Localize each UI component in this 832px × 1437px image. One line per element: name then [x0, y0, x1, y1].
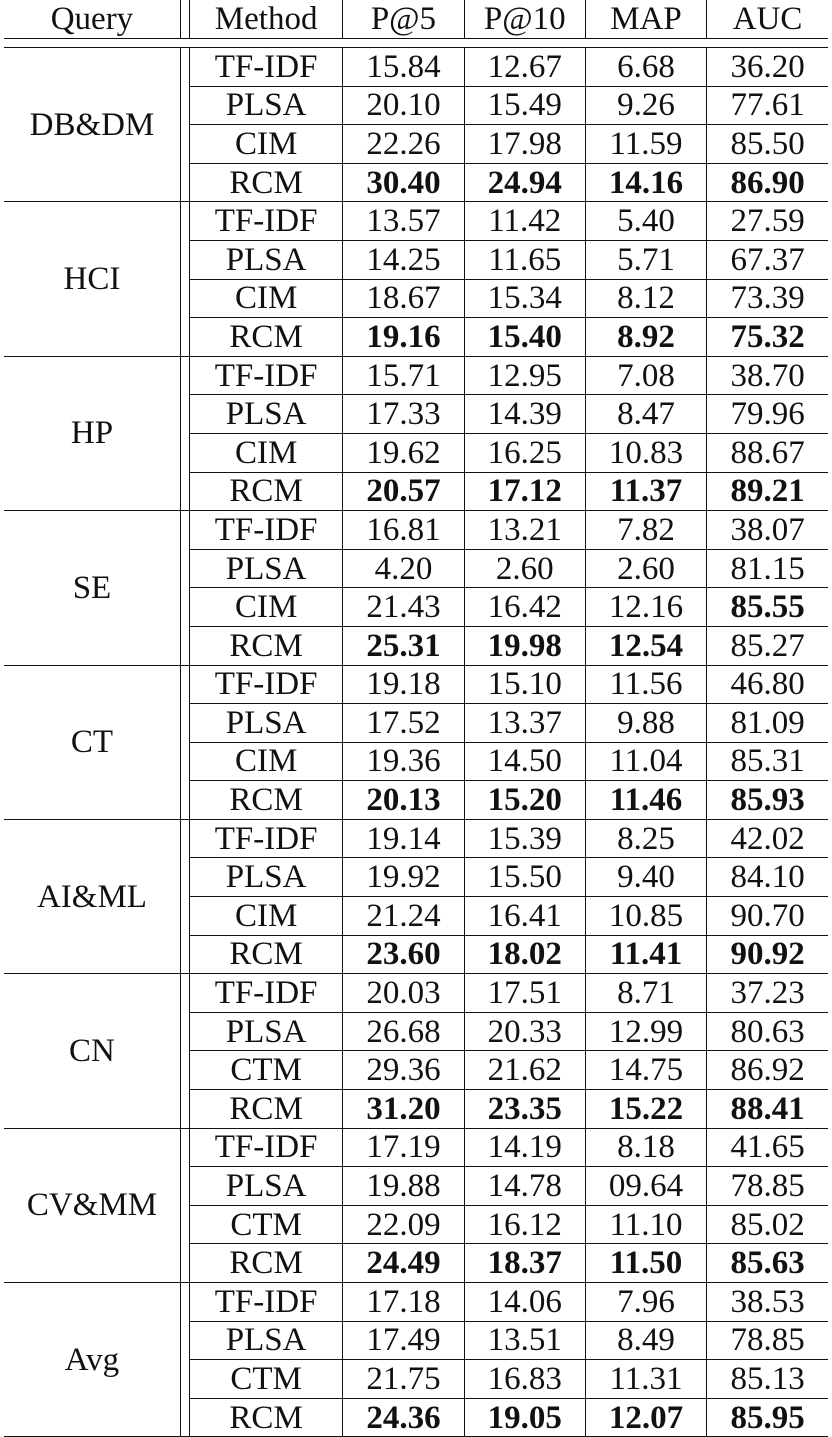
- map-cell: 8.47: [585, 395, 706, 434]
- auc-cell: 79.96: [707, 395, 828, 434]
- method-cell: RCM: [189, 1398, 342, 1437]
- auc-cell: 86.90: [707, 163, 828, 202]
- p5-cell: 21.75: [343, 1360, 464, 1399]
- p10-cell: 21.62: [464, 1051, 585, 1090]
- map-cell: 11.31: [585, 1360, 706, 1399]
- p10-cell: 16.42: [464, 588, 585, 627]
- map-cell: 5.40: [585, 202, 706, 241]
- p10-cell: 17.51: [464, 974, 585, 1013]
- table-header: [4, 0, 828, 39]
- p5-cell: 17.19: [343, 1128, 464, 1167]
- method-cell: TF-IDF: [189, 202, 342, 241]
- map-cell: 11.56: [585, 665, 706, 704]
- auc-cell: 67.37: [707, 240, 828, 279]
- auc-cell: 41.65: [707, 1128, 828, 1167]
- table-row: [4, 1128, 828, 1167]
- p5-cell: 22.09: [343, 1205, 464, 1244]
- auc-cell: 75.32: [707, 318, 828, 357]
- method-cell: CIM: [189, 433, 342, 472]
- query-label: HCI: [4, 202, 180, 356]
- auc-cell: 85.31: [707, 742, 828, 781]
- auc-cell: 90.92: [707, 935, 828, 974]
- method-cell: CTM: [189, 1205, 342, 1244]
- p5-cell: 20.13: [343, 781, 464, 820]
- method-cell: PLSA: [189, 86, 342, 125]
- map-cell: 11.10: [585, 1205, 706, 1244]
- table-row: [4, 511, 828, 550]
- p5-cell: 17.52: [343, 704, 464, 743]
- auc-cell: 38.53: [707, 1283, 828, 1322]
- table-row: [4, 202, 828, 241]
- query-label: SE: [4, 511, 180, 665]
- results-table: [4, 0, 828, 1437]
- auc-cell: 78.85: [707, 1321, 828, 1360]
- p5-cell: 19.14: [343, 819, 464, 858]
- query-label: CN: [4, 974, 180, 1128]
- double-rule: [180, 511, 189, 665]
- method-cell: CIM: [189, 125, 342, 164]
- p5-cell: 30.40: [343, 163, 464, 202]
- method-cell: CTM: [189, 1051, 342, 1090]
- method-cell: RCM: [189, 626, 342, 665]
- map-cell: 9.40: [585, 858, 706, 897]
- p10-cell: 14.19: [464, 1128, 585, 1167]
- header-p5: P@5: [343, 0, 464, 39]
- method-cell: PLSA: [189, 549, 342, 588]
- double-rule: [180, 356, 189, 510]
- map-cell: 12.54: [585, 626, 706, 665]
- header-row: [4, 0, 828, 39]
- p5-cell: 13.57: [343, 202, 464, 241]
- table-row: [4, 48, 828, 87]
- double-rule: [180, 0, 189, 39]
- map-cell: 9.26: [585, 86, 706, 125]
- p10-cell: 2.60: [464, 549, 585, 588]
- method-cell: PLSA: [189, 240, 342, 279]
- auc-cell: 84.10: [707, 858, 828, 897]
- p10-cell: 12.67: [464, 48, 585, 87]
- map-cell: 14.75: [585, 1051, 706, 1090]
- p10-cell: 15.34: [464, 279, 585, 318]
- method-cell: PLSA: [189, 1012, 342, 1051]
- auc-cell: 85.63: [707, 1244, 828, 1283]
- table-body: [4, 39, 828, 1437]
- query-label: DB&DM: [4, 48, 180, 202]
- map-cell: 8.12: [585, 279, 706, 318]
- method-cell: TF-IDF: [189, 511, 342, 550]
- p10-cell: 14.39: [464, 395, 585, 434]
- p5-cell: 31.20: [343, 1090, 464, 1129]
- p10-cell: 18.02: [464, 935, 585, 974]
- p5-cell: 22.26: [343, 125, 464, 164]
- p5-cell: 15.71: [343, 356, 464, 395]
- header-double-rule: [4, 39, 828, 48]
- p10-cell: 17.12: [464, 472, 585, 511]
- auc-cell: 85.55: [707, 588, 828, 627]
- p10-cell: 19.05: [464, 1398, 585, 1437]
- table-row: [4, 974, 828, 1013]
- p5-cell: 15.84: [343, 48, 464, 87]
- method-cell: PLSA: [189, 858, 342, 897]
- p10-cell: 15.39: [464, 819, 585, 858]
- method-cell: PLSA: [189, 704, 342, 743]
- map-cell: 8.71: [585, 974, 706, 1013]
- map-cell: 2.60: [585, 549, 706, 588]
- method-cell: RCM: [189, 781, 342, 820]
- p10-cell: 16.41: [464, 897, 585, 936]
- p5-cell: 19.62: [343, 433, 464, 472]
- map-cell: 9.88: [585, 704, 706, 743]
- p10-cell: 18.37: [464, 1244, 585, 1283]
- method-cell: CIM: [189, 279, 342, 318]
- p10-cell: 20.33: [464, 1012, 585, 1051]
- auc-cell: 90.70: [707, 897, 828, 936]
- header-p10: P@10: [464, 0, 585, 39]
- method-cell: CTM: [189, 1360, 342, 1399]
- method-cell: TF-IDF: [189, 356, 342, 395]
- method-cell: PLSA: [189, 1167, 342, 1206]
- map-cell: 09.64: [585, 1167, 706, 1206]
- method-cell: CIM: [189, 897, 342, 936]
- p10-cell: 16.12: [464, 1205, 585, 1244]
- p5-cell: 25.31: [343, 626, 464, 665]
- header-method: Method: [189, 0, 342, 39]
- method-cell: TF-IDF: [189, 665, 342, 704]
- auc-cell: 77.61: [707, 86, 828, 125]
- method-cell: RCM: [189, 935, 342, 974]
- p10-cell: 16.25: [464, 433, 585, 472]
- map-cell: 11.46: [585, 781, 706, 820]
- p5-cell: 26.68: [343, 1012, 464, 1051]
- p10-cell: 13.21: [464, 511, 585, 550]
- method-cell: PLSA: [189, 1321, 342, 1360]
- table-row: [4, 1283, 828, 1322]
- map-cell: 7.96: [585, 1283, 706, 1322]
- double-rule: [180, 48, 189, 202]
- method-cell: TF-IDF: [189, 48, 342, 87]
- p10-cell: 15.20: [464, 781, 585, 820]
- map-cell: 8.92: [585, 318, 706, 357]
- double-rule: [180, 665, 189, 819]
- method-cell: RCM: [189, 163, 342, 202]
- auc-cell: 36.20: [707, 48, 828, 87]
- auc-cell: 37.23: [707, 974, 828, 1013]
- map-cell: 8.25: [585, 819, 706, 858]
- p5-cell: 21.43: [343, 588, 464, 627]
- p10-cell: 23.35: [464, 1090, 585, 1129]
- p10-cell: 15.10: [464, 665, 585, 704]
- map-cell: 11.37: [585, 472, 706, 511]
- map-cell: 7.08: [585, 356, 706, 395]
- p5-cell: 4.20: [343, 549, 464, 588]
- p5-cell: 18.67: [343, 279, 464, 318]
- p5-cell: 19.16: [343, 318, 464, 357]
- double-rule: [180, 974, 189, 1128]
- map-cell: 5.71: [585, 240, 706, 279]
- method-cell: RCM: [189, 472, 342, 511]
- p10-cell: 17.98: [464, 125, 585, 164]
- table-row: [4, 665, 828, 704]
- double-rule: [180, 1128, 189, 1282]
- auc-cell: 85.93: [707, 781, 828, 820]
- map-cell: 8.49: [585, 1321, 706, 1360]
- p5-cell: 17.33: [343, 395, 464, 434]
- map-cell: 14.16: [585, 163, 706, 202]
- p10-cell: 13.51: [464, 1321, 585, 1360]
- p10-cell: 24.94: [464, 163, 585, 202]
- method-cell: TF-IDF: [189, 1128, 342, 1167]
- p10-cell: 14.78: [464, 1167, 585, 1206]
- p5-cell: 29.36: [343, 1051, 464, 1090]
- p10-cell: 15.40: [464, 318, 585, 357]
- map-cell: 8.18: [585, 1128, 706, 1167]
- map-cell: 11.41: [585, 935, 706, 974]
- auc-cell: 27.59: [707, 202, 828, 241]
- p5-cell: 19.36: [343, 742, 464, 781]
- double-rule: [180, 202, 189, 356]
- p10-cell: 14.50: [464, 742, 585, 781]
- p10-cell: 13.37: [464, 704, 585, 743]
- map-cell: 11.04: [585, 742, 706, 781]
- auc-cell: 88.67: [707, 433, 828, 472]
- p5-cell: 23.60: [343, 935, 464, 974]
- auc-cell: 73.39: [707, 279, 828, 318]
- auc-cell: 42.02: [707, 819, 828, 858]
- auc-cell: 85.13: [707, 1360, 828, 1399]
- method-cell: PLSA: [189, 395, 342, 434]
- query-label: CV&MM: [4, 1128, 180, 1282]
- method-cell: RCM: [189, 1090, 342, 1129]
- map-cell: 7.82: [585, 511, 706, 550]
- auc-cell: 85.02: [707, 1205, 828, 1244]
- p10-cell: 15.50: [464, 858, 585, 897]
- p5-cell: 16.81: [343, 511, 464, 550]
- auc-cell: 38.07: [707, 511, 828, 550]
- p5-cell: 19.88: [343, 1167, 464, 1206]
- auc-cell: 88.41: [707, 1090, 828, 1129]
- auc-cell: 85.50: [707, 125, 828, 164]
- method-cell: TF-IDF: [189, 1283, 342, 1322]
- map-cell: 12.16: [585, 588, 706, 627]
- p5-cell: 24.36: [343, 1398, 464, 1437]
- rule-cell: [4, 39, 828, 48]
- p5-cell: 21.24: [343, 897, 464, 936]
- query-label: AI&ML: [4, 819, 180, 973]
- p5-cell: 14.25: [343, 240, 464, 279]
- p10-cell: 11.42: [464, 202, 585, 241]
- p5-cell: 24.49: [343, 1244, 464, 1283]
- p10-cell: 11.65: [464, 240, 585, 279]
- p5-cell: 17.49: [343, 1321, 464, 1360]
- p10-cell: 19.98: [464, 626, 585, 665]
- auc-cell: 81.09: [707, 704, 828, 743]
- table-row: [4, 819, 828, 858]
- auc-cell: 38.70: [707, 356, 828, 395]
- map-cell: 11.50: [585, 1244, 706, 1283]
- auc-cell: 85.95: [707, 1398, 828, 1437]
- method-cell: TF-IDF: [189, 974, 342, 1013]
- method-cell: CIM: [189, 742, 342, 781]
- auc-cell: 81.15: [707, 549, 828, 588]
- auc-cell: 78.85: [707, 1167, 828, 1206]
- method-cell: TF-IDF: [189, 819, 342, 858]
- auc-cell: 85.27: [707, 626, 828, 665]
- p5-cell: 19.92: [343, 858, 464, 897]
- query-label: HP: [4, 356, 180, 510]
- map-cell: 12.99: [585, 1012, 706, 1051]
- p10-cell: 16.83: [464, 1360, 585, 1399]
- map-cell: 15.22: [585, 1090, 706, 1129]
- query-label: Avg: [4, 1283, 180, 1437]
- header-auc: AUC: [707, 0, 828, 39]
- header-map: MAP: [585, 0, 706, 39]
- map-cell: 10.85: [585, 897, 706, 936]
- p10-cell: 15.49: [464, 86, 585, 125]
- auc-cell: 80.63: [707, 1012, 828, 1051]
- map-cell: 12.07: [585, 1398, 706, 1437]
- table-row: [4, 356, 828, 395]
- auc-cell: 86.92: [707, 1051, 828, 1090]
- p10-cell: 14.06: [464, 1283, 585, 1322]
- double-rule: [180, 819, 189, 973]
- header-query: Query: [4, 0, 180, 39]
- p10-cell: 12.95: [464, 356, 585, 395]
- map-cell: 10.83: [585, 433, 706, 472]
- p5-cell: 20.10: [343, 86, 464, 125]
- double-rule: [180, 1283, 189, 1437]
- auc-cell: 46.80: [707, 665, 828, 704]
- p5-cell: 17.18: [343, 1283, 464, 1322]
- method-cell: RCM: [189, 318, 342, 357]
- auc-cell: 89.21: [707, 472, 828, 511]
- p5-cell: 20.57: [343, 472, 464, 511]
- method-cell: RCM: [189, 1244, 342, 1283]
- map-cell: 6.68: [585, 48, 706, 87]
- map-cell: 11.59: [585, 125, 706, 164]
- p5-cell: 20.03: [343, 974, 464, 1013]
- method-cell: CIM: [189, 588, 342, 627]
- p5-cell: 19.18: [343, 665, 464, 704]
- query-label: CT: [4, 665, 180, 819]
